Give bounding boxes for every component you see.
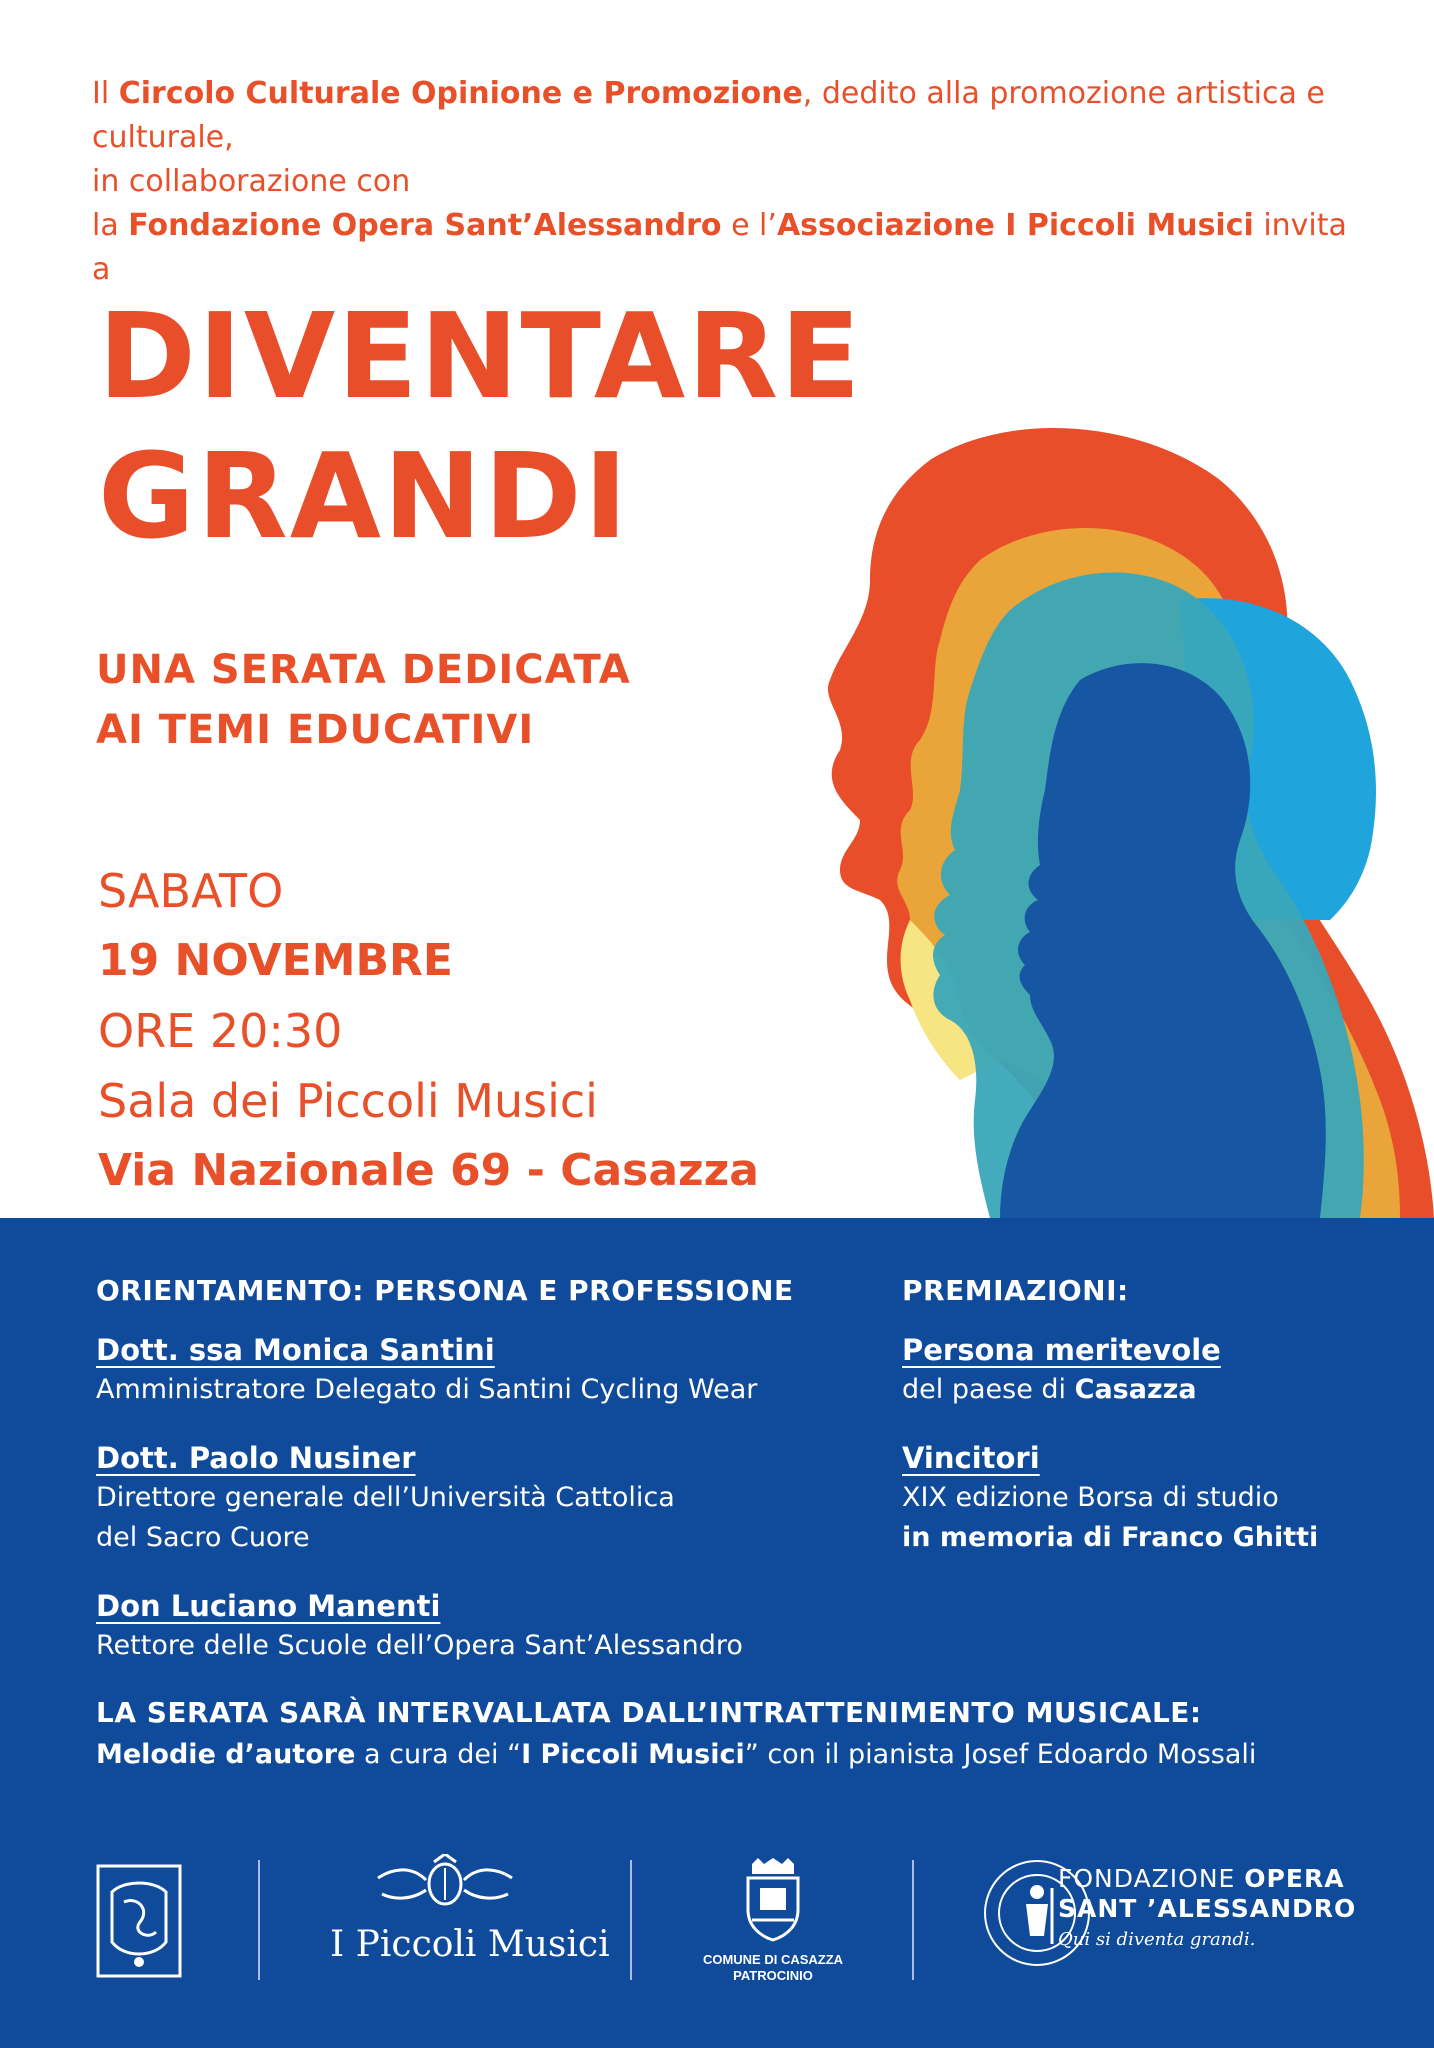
comune-label: COMUNE DI CASAZZA PATROCINIO xyxy=(702,1952,844,1983)
award-name: Persona meritevole xyxy=(902,1333,1221,1367)
piccoli-musici-wordmark: I Piccoli Musici xyxy=(330,1924,610,1965)
logo-divider xyxy=(912,1860,914,1980)
title-line-2: GRANDI xyxy=(98,427,630,565)
intro-text xyxy=(92,72,1352,292)
event-day: SABATO xyxy=(98,864,284,918)
music-text: Melodie d’autore a cura dei “I Piccoli Musici” con il pianista Josef Edoardo Mossali xyxy=(96,1739,1257,1770)
music-section xyxy=(96,1692,1356,1776)
event-title xyxy=(98,286,863,566)
speaker-role-cont: del Sacro Cuore xyxy=(96,1522,310,1553)
award-entry xyxy=(902,1438,1382,1558)
speaker-name: Don Luciano Manenti xyxy=(96,1589,441,1623)
event-venue: Sala dei Piccoli Musici xyxy=(98,1074,598,1128)
fondazione-wordmark: FONDAZIONE OPERA SANT ’ALESSANDRO Qui si diventa grandi. xyxy=(1058,1864,1356,1956)
event-subtitle xyxy=(96,640,631,760)
subtitle-line-1: UNA SERATA DEDICATA xyxy=(96,647,631,693)
comune-crest-icon xyxy=(738,1858,808,1942)
speaker-entry xyxy=(96,1586,856,1666)
speaker-entry xyxy=(96,1438,856,1558)
intro-line-1: Il Circolo Culturale Opinione e Promozione, dedito alla promozione artistica e culturale, xyxy=(92,76,1325,155)
logo-divider xyxy=(630,1860,632,1980)
award-text-bold: in memoria di Franco Ghitti xyxy=(902,1522,1319,1553)
circolo-name: Circolo Culturale Opinione e Promozione xyxy=(118,76,803,111)
program-band xyxy=(0,1218,1434,2048)
premiazioni-section xyxy=(902,1272,1382,1586)
orientamento-title: ORIENTAMENTO: PERSONA E PROFESSIONE xyxy=(96,1274,794,1307)
speaker-name: Dott. ssa Monica Santini xyxy=(96,1333,495,1367)
fondazione-tagline: Qui si diventa grandi. xyxy=(1058,1929,1256,1950)
fondazione-name: Fondazione Opera Sant’Alessandro xyxy=(128,208,722,243)
event-details xyxy=(98,856,759,1206)
orientamento-section xyxy=(96,1272,856,1694)
piccoli-musici-emblem xyxy=(370,1854,520,1914)
logo-divider xyxy=(258,1860,260,1980)
event-date: 19 NOVEMBRE xyxy=(98,935,453,986)
event-address: Via Nazionale 69 - Casazza xyxy=(98,1145,759,1196)
award-text: XIX edizione Borsa di studio xyxy=(902,1482,1279,1513)
sponsor-logos xyxy=(0,1838,1434,1998)
award-entry xyxy=(902,1330,1382,1410)
intro-line-2: in collaborazione con xyxy=(92,164,411,199)
title-line-1: DIVENTARE xyxy=(98,287,863,425)
subtitle-line-2: AI TEMI EDUCATIVI xyxy=(96,707,535,753)
associazione-name: Associazione I Piccoli Musici xyxy=(776,208,1254,243)
award-text: del paese di Casazza xyxy=(902,1374,1197,1405)
event-time: ORE 20:30 xyxy=(98,1004,343,1058)
premiazioni-title: PREMIAZIONI: xyxy=(902,1274,1129,1307)
music-title: LA SERATA SARÀ INTERVALLATA DALL’INTRATTENIMENTO MUSICALE: xyxy=(96,1696,1202,1729)
silhouettes-illustration xyxy=(780,420,1434,1218)
award-name: Vincitori xyxy=(902,1441,1040,1475)
circolo-logo xyxy=(94,1862,184,1980)
speaker-name: Dott. Paolo Nusiner xyxy=(96,1441,416,1475)
speaker-role: Amministratore Delegato di Santini Cycling Wear xyxy=(96,1374,758,1405)
speaker-role: Direttore generale dell’Università Cattolica xyxy=(96,1482,675,1513)
speaker-entry xyxy=(96,1330,856,1410)
speaker-role: Rettore delle Scuole dell’Opera Sant’Alessandro xyxy=(96,1630,743,1661)
intro-line-3: la Fondazione Opera Sant’Alessandro e l’Associazione I Piccoli Musici invita a xyxy=(92,208,1347,287)
